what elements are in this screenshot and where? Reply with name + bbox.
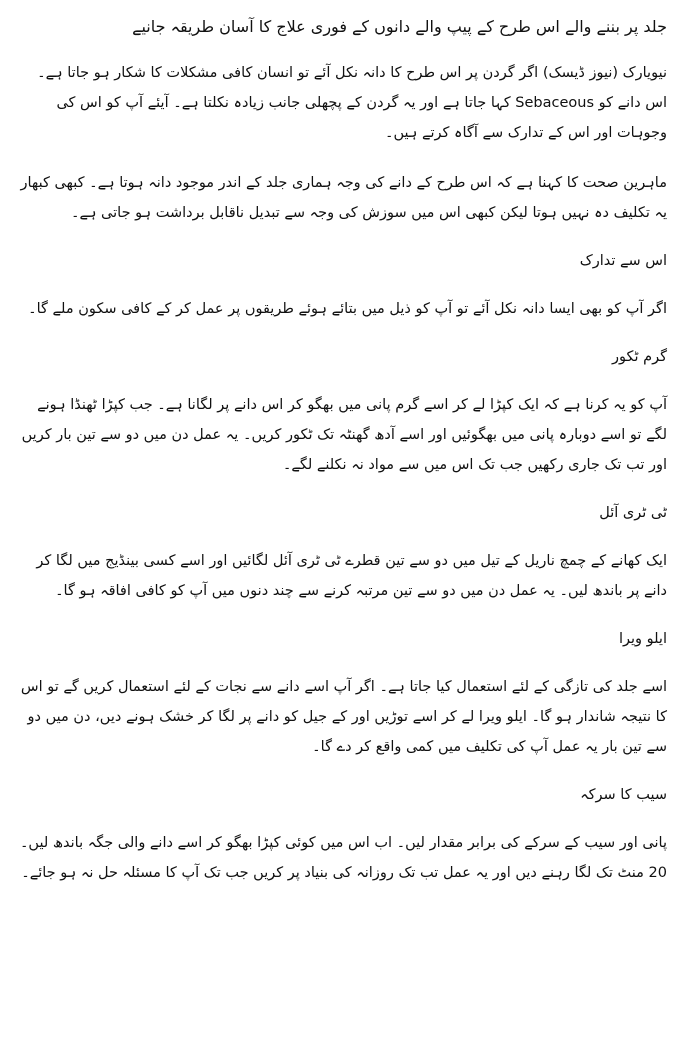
tea-tree-oil-heading: ٹی ٹری آئل	[599, 505, 667, 521]
warm-compress-paragraph: آپ کو یہ کرنا ہے کہ ایک کپڑا لے کر اسے گرم پانی میں بھگو کر اس دانے پر لگانا ہے۔ جب کپڑا ٹھنڈا ہونے لگے تو اسے دوبارہ پانی میں بھگوئیں اور اسے آدھ گھنٹہ تک ٹکور کریں۔ یہ عمل دن میں دو سے تین بار کریں اور تب تک جاری رکھیں جب تک اس میں سے مواد نہ نکلنے لگے۔	[21, 397, 667, 473]
aloe-vera-heading: ایلو ویرا	[618, 631, 667, 647]
apple-vinegar-paragraph: پانی اور سیب کے سرکے کی برابر مقدار لیں۔ اب اس میں کوئی کپڑا بھگو کر اسے دانے والی جگہ باندھ لیں۔ 20 منٹ تک لگا رہنے دیں اور یہ عمل تب تک روزانہ کی بنیاد پر کریں جب تک آپ کا مسئلہ حل نہ ہو جائے۔	[19, 835, 667, 881]
warm-compress-heading: گرم ٹکور	[611, 349, 667, 365]
apple-vinegar-heading: سیب کا سرکہ	[580, 787, 667, 803]
tea-tree-oil-paragraph: ایک کھانے کے چمچ ناریل کے تیل میں دو سے تین قطرے ٹی ٹری آئل لگائیں اور اسے کسی بینڈیج میں لگا کر دانے پر باندھ لیں۔ یہ عمل دن میں دو سے تین مرتبہ کرنے سے چند دنوں میں آپ کو کافی افاقہ ہو گا۔	[36, 553, 667, 599]
aloe-vera-paragraph: اسے جلد کی تازگی کے لئے استعمال کیا جاتا ہے۔ اگر آپ اسے دانے سے نجات کے لئے استعمال کریں گے تو اس کا نتیجہ شاندار ہو گا۔ ایلو ویرا لے کر اسے توڑیں اور کے جیل کو دانے پر لگا کر خشک ہونے دیں، دن میں دو سے تین بار یہ عمل آپ کی تکلیف میں کمی واقع کر دے گا۔	[20, 679, 667, 755]
prevention-paragraph: اگر آپ کو بھی ایسا دانہ نکل آئے تو آپ کو ذیل میں بتائے ہوئے طریقوں پر عمل کر کے کافی سکون ملے گا۔	[28, 301, 667, 317]
intro-paragraph: نیویارک (نیوز ڈیسک) اگر گردن پر اس طرح کا دانہ نکل آئے تو انسان کافی مشکلات کا شکار ہو جاتا ہے۔ اس دانے کو Sebaceous کہا جاتا ہے اور یہ گردن کے پچھلی جانب زیادہ نکلتا ہے۔ آیئے آپ کو اس کی وجوہات اور اس کے تدارک سے آگاہ کرتے ہیں۔	[37, 65, 667, 141]
article-title: جلد پر بننے والے اس طرح کے پیپ والے دانوں کے فوری علاج کا آسان طریقہ جانیے	[132, 17, 667, 36]
expert-paragraph: ماہرین صحت کا کہنا ہے کہ اس طرح کے دانے کی وجہ ہماری جلد کے اندر موجود دانہ ہوتا ہے۔ کبھی کبھار یہ تکلیف دہ نہیں ہوتا لیکن کبھی اس میں سوزش کی وجہ سے تبدیل ناقابل برداشت ہو جاتی ہے۔	[20, 175, 667, 221]
prevention-heading: اس سے تدارک	[579, 253, 667, 269]
